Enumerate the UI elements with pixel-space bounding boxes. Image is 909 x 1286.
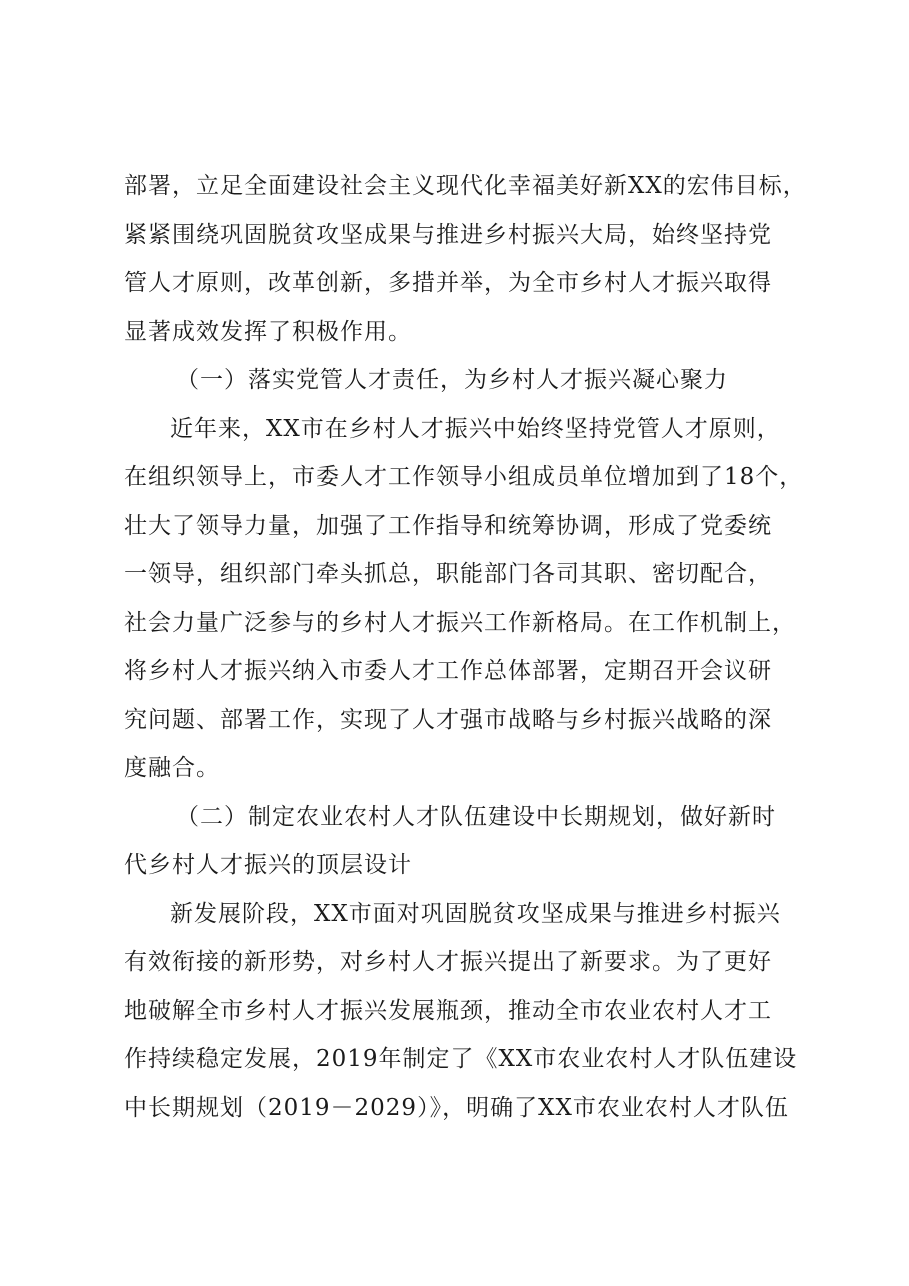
text-line: 地破解全市乡村人才振兴发展瓶颈，推动全市农业农村人才工 [124,997,772,1024]
text-line: 壮大了领导力量，加强了工作指导和统筹协调，形成了党委统 [124,512,772,539]
section-heading-2-continued: 代乡村人才振兴的顶层设计 [124,852,412,878]
text-line: 管人才原则，改革创新，多措并举，为全市乡村人才振兴取得 [124,270,772,296]
text-line: 究问题、部署工作，实现了人才强市战略与乡村振兴战略的深 [124,706,772,733]
text-line: 紧紧围绕巩固脱贫攻坚成果与推进乡村振兴大局，始终坚持党 [124,221,772,248]
text-line: 有效衔接的新形势，对乡村人才振兴提出了新要求。为了更好 [124,949,772,975]
text-line: 在组织领导上，市委人才工作领导小组成员单位增加到了18个， [124,464,804,490]
text-line: 显著成效发挥了积极作用。 [124,318,412,345]
section-heading-2: （二）制定农业农村人才队伍建设中长期规划，做好新时 [176,803,776,830]
text-line: 一领导，组织部门牵头抓总，职能部门各司其职、密切配合， [124,561,772,587]
text-line: 近年来，XX市在乡村人才振兴中始终坚持党管人才原则， [170,415,781,442]
text-line: 社会力量广泛参与的乡村人才振兴工作新格局。在工作机制上， [124,609,796,636]
section-heading-1: （一）落实党管人才责任，为乡村人才振兴凝心聚力 [176,367,728,393]
text-line: 将乡村人才振兴纳入市委人才工作总体部署，定期召开会议研 [124,658,772,684]
text-line: 中长期规划（2019－2029）》，明确了XX市农业农村人才队伍 [124,1094,789,1121]
text-line: 部署，立足全面建设社会主义现代化幸福美好新XX的宏伟目标， [124,173,807,199]
text-line: 作持续稳定发展，2019年制定了《XX市农业农村人才队伍建设 [124,1046,798,1072]
text-line: 度融合。 [124,755,220,781]
text-line: 新发展阶段，XX市面对巩固脱贫攻坚成果与推进乡村振兴 [170,900,781,927]
document-body [124,162,807,1132]
